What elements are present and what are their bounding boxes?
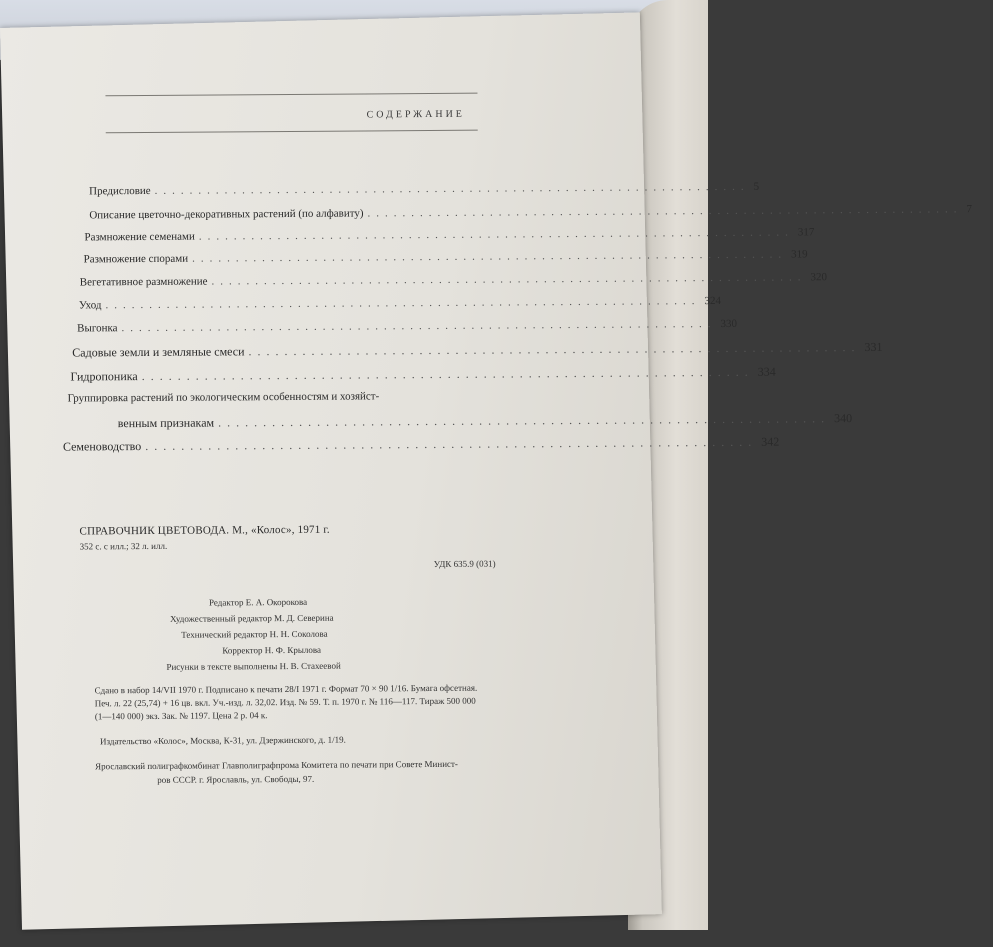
imprint-book-pages: 352 с. с илл.; 32 л. илл. [79,540,168,552]
book-page [0,12,973,929]
imprint-print-line: Печ. л. 22 (25,74) + 16 цв. вкл. Уч.-изд. л. 32,02. Изд. № 59. Т. п. 1970 г. № 116—117. Тираж 500 000 [94,695,476,709]
toc-item: Гидропоника .................................................................... 334 [70,364,776,384]
imprint-staff-line: Технический редактор Н. Н. Соколова [181,628,328,640]
toc-item-line1: Группировка растений по экологическим особенностям и хозяйст- [67,390,380,405]
toc-item: Вегетативное размножение .................................................................... 320 [79,271,827,289]
imprint-udk: УДК 635.9 (031) [433,558,496,569]
imprint-book-title: СПРАВОЧНИК ЦВЕТОВОДА. М., «Колос», 1971 г. [79,523,330,538]
imprint-printer-line: Ярославский полиграфкомбинат Главполиграфпрома Комитета по печати при Совете Минист- [95,758,458,772]
top-rule [105,93,477,97]
toc-item: Размножение семенами .................................................................... 317 [84,226,815,244]
imprint-printer-line: ров СССР. г. Ярославль, ул. Свободы, 97. [157,773,315,785]
page-content [0,24,973,930]
contents-heading: СОДЕРЖАНИЕ [366,108,465,121]
toc-item: Описание цветочно-декоративных растений (по алфавиту) .................................................................... 7 [89,203,973,222]
imprint-staff-line: Художественный редактор М. Д. Северина [170,612,334,624]
toc-item: Выгонка .................................................................... 330 [77,317,738,335]
toc-item: Уход .................................................................... 324 [78,294,722,312]
toc-item: Садовые земли и земляные смеси .................................................................... 331 [72,339,883,360]
imprint-staff-line: Рисунки в тексте выполнены Н. В. Стахеевой [166,660,341,672]
imprint-print-line: (1—140 000) экз. Зак. № 1197. Цена 2 р. 04 к. [94,710,268,722]
toc-item: Предисловие .................................................................... 5 [89,180,760,198]
toc-item: Семеноводство .................................................................... 342 [62,434,780,454]
imprint-staff-line: Корректор Н. Ф. Крылова [222,644,322,656]
imprint-print-line: Сдано в набор 14/VII 1970 г. Подписано к печати 28/I 1971 г. Формат 70 × 90 1/16. Бумага офсетная. [94,682,478,696]
toc-item: Размножение спорами .................................................................... 319 [83,248,808,266]
toc-item: венным признакам .................................................................... 340 [117,411,853,431]
imprint-publisher: Издательство «Колос», Москва, К-31, ул. Дзержинского, д. 1/19. [99,734,346,747]
imprint-staff-line: Редактор Е. А. Окорокова [208,596,308,608]
heading-rule [106,130,478,134]
